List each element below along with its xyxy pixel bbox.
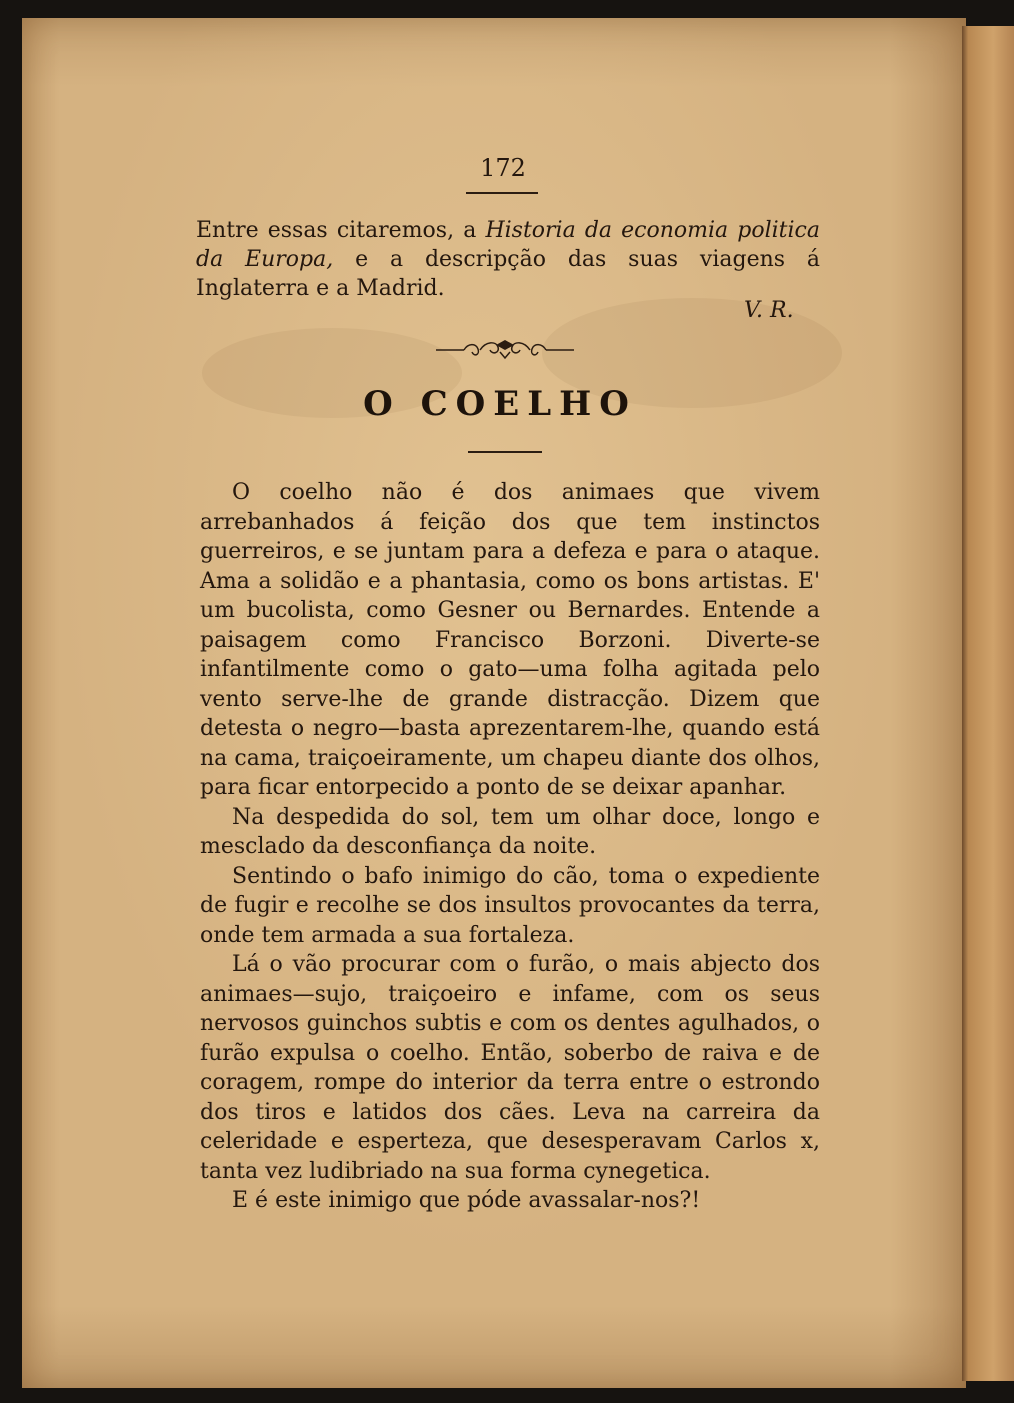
paragraph-2: Na despedida do sol, tem um olhar doce, longo e mesclado da desconfiança da noite. xyxy=(200,804,820,859)
book-title-italic: Historia da economia politica da Europa, xyxy=(196,218,820,272)
intro-paragraph xyxy=(196,216,820,303)
article-body xyxy=(200,478,820,1216)
paragraph-3: Sentindo o bafo inimigo do cão, toma o expediente de fugir e recolhe se dos insultos provocantes da terra, onde tem armada a sua fortaleza. xyxy=(200,863,820,948)
intro-text-end: e a descripção das suas viagens á Inglaterra e a Madrid. xyxy=(196,247,821,301)
article-title: O COELHO xyxy=(363,384,637,424)
paragraph-1: O coelho não é dos animaes que vivem arrebanhados á feição dos que tem instinctos guerreiros, e se juntam para a defeza e para o ataque. Ama a solidão e a phantasia, como os bons artistas. E' um bucolista, como Gesner ou Bernardes. Entende a paisagem como Francisco Borzoni. Diverte-se infantilmente como o gato—uma folha agitada pelo vento serve-lhe de grande distracção. Dizem que detesta o negro—basta aprezentarem-lhe, quando está na cama, traiçoeiramente, um chapeu diante dos olhos, para ficar entorpecido a ponto de se deixar apanhar. xyxy=(200,480,820,800)
paragraph-5: E é este inimigo que póde avassalar-nos?! xyxy=(232,1188,701,1213)
page-number-rule xyxy=(466,192,538,194)
next-page-edge xyxy=(962,26,1014,1381)
intro-text-start: Entre essas citaremos, a xyxy=(196,218,486,243)
paragraph-4: Lá o vão procurar com o furão, o mais abjecto dos animaes—sujo, traiçoeiro e infame, com os seus nervosos guinchos subtis e com os dentes agulhados, o furão expulsa o coelho. Então, soberbo de raiva e de coragem, rompe do interior da terra entre o estrondo dos tiros e latidos dos cães. Leva na carreira da celeridade e esperteza, que desesperavam Carlos x, tanta vez ludibriado na sua forma cynegetica. xyxy=(200,952,820,1184)
title-rule xyxy=(468,451,542,453)
author-signature: V. R. xyxy=(744,298,794,323)
page-number: 172 xyxy=(480,154,526,182)
ornament-icon xyxy=(434,337,576,361)
